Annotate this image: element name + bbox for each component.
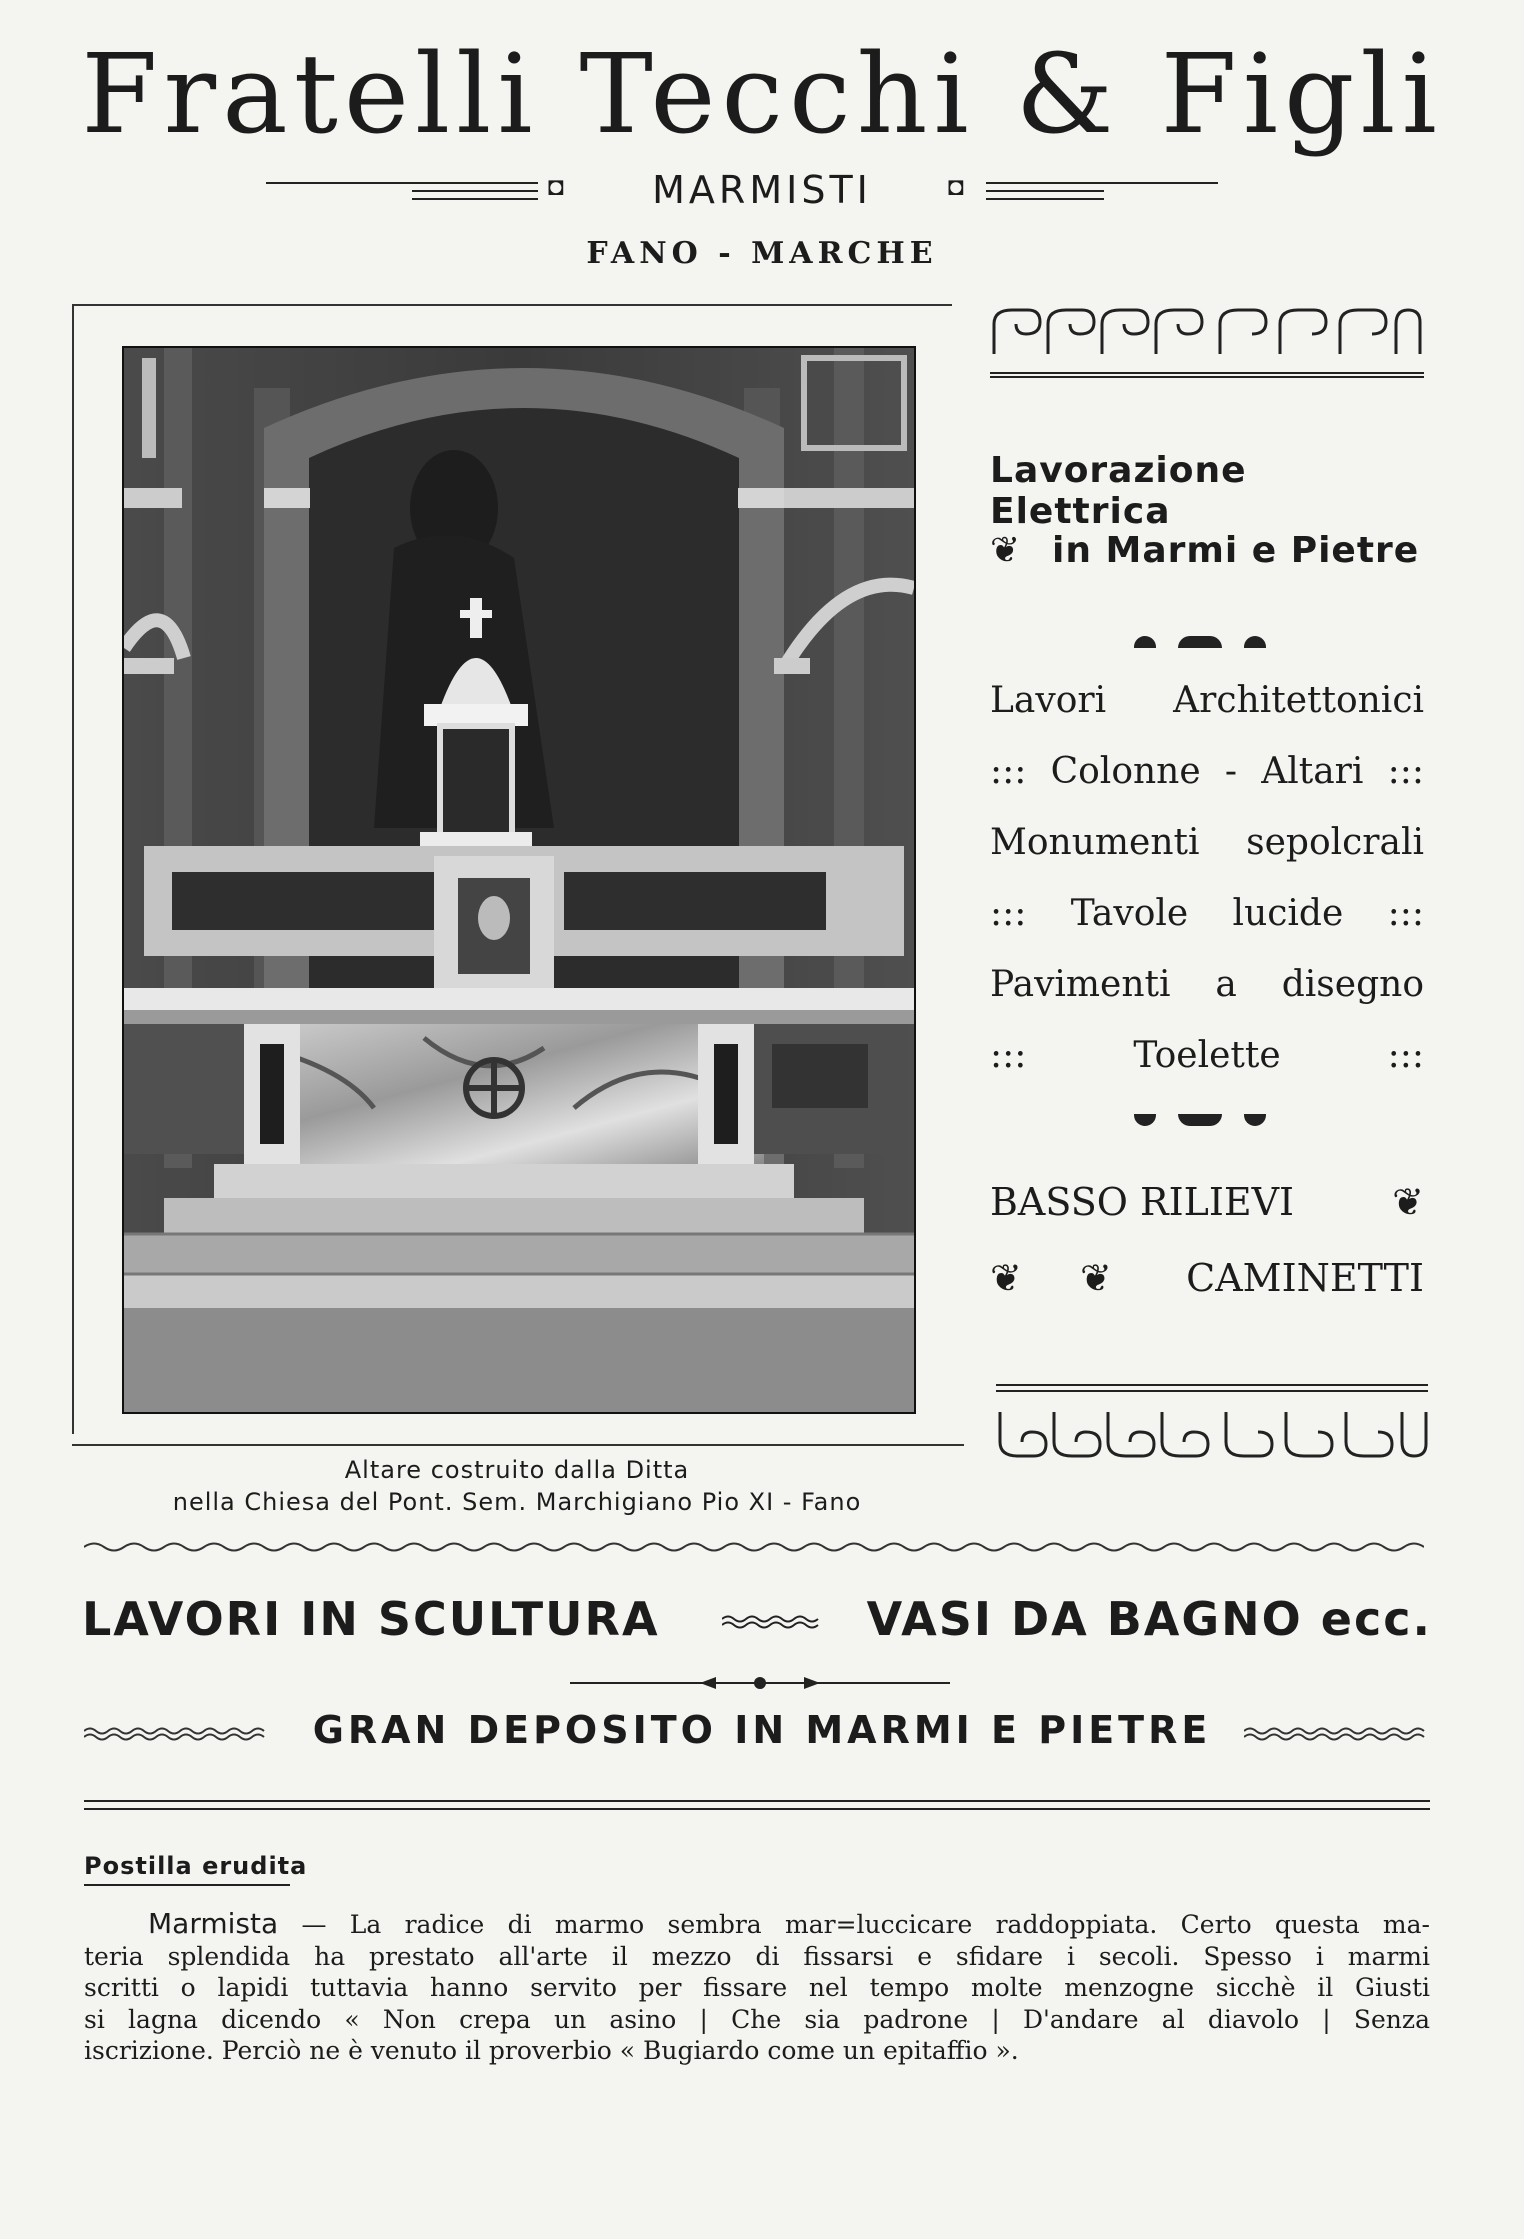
altar-illustration — [124, 348, 914, 1412]
divider-dots-bottom — [1134, 1114, 1284, 1128]
service-heading-1: Lavorazione Elettrica — [990, 450, 1247, 532]
service-heading-2-row — [990, 530, 1424, 571]
scroll-ornament-top — [990, 306, 1424, 358]
divider-dots-top — [1134, 636, 1284, 650]
postilla-line-3: scritti o lapidi tuttavia hanno servito per fissare nel tempo molte menzogne sicchè il Giusti — [84, 1973, 1430, 2002]
service-item-4: ::: Tavole lucide ::: — [990, 893, 1424, 934]
service-item-2: ::: Colonne - Altari ::: — [990, 751, 1424, 792]
deposit-row — [0, 1708, 1524, 1752]
photo-caption-line-1: Altare costruito dalla Ditta — [344, 1456, 690, 1484]
postilla-paragraph — [84, 1908, 1430, 2067]
fireplaces-row — [990, 1256, 1424, 1300]
ornament-right-icon: ◘ — [948, 172, 964, 201]
photo-frame-bottom-rule — [72, 1444, 964, 1446]
service-item-1: Lavori Architettonici — [990, 680, 1424, 721]
postilla-line-1: — La radice di marmo sembra mar=luccicare raddoppiata. Certo questa ma- — [301, 1910, 1430, 1939]
leaf-icon: ❦ — [1392, 1180, 1424, 1224]
deposit-label: GRAN DEPOSITO IN MARMI E PIETRE — [312, 1708, 1212, 1752]
wavy-separator — [84, 1540, 1424, 1554]
postilla-line-2: teria splendida ha prestato all'arte il mezzo di fissarsi e sfidare i secoli. Spesso i marmi — [84, 1941, 1430, 1971]
postilla-line-5: iscrizione. Perciò ne è venuto il proverbio « Bugiardo come un epitaffio ». — [84, 2036, 1019, 2065]
relief-row — [990, 1180, 1424, 1224]
leaf-icon: ❦ — [1080, 1256, 1112, 1300]
banner-wave-icon — [722, 1614, 822, 1630]
banner-right: VASI DA BAGNO ecc. — [866, 1592, 1432, 1646]
service-item-6: ::: Toelette ::: — [990, 1035, 1424, 1076]
trade-label: MARMISTI — [652, 168, 872, 212]
ornament-left-icon: ◘ — [548, 172, 564, 201]
trade-row — [0, 168, 1524, 212]
service-item-5: Pavimenti a disegno — [990, 964, 1424, 1005]
service-item-3: Monumenti sepolcrali — [990, 822, 1424, 863]
leaf-icon: ❦ — [990, 1256, 1022, 1300]
service-heading-2: in Marmi e Pietre — [1052, 530, 1420, 571]
company-title: Fratelli Tecchi & Figli — [81, 30, 1443, 158]
deposit-wave-left-icon — [84, 1726, 274, 1742]
postilla-heading: Postilla erudita — [84, 1852, 308, 1880]
fireplaces-label: CAMINETTI — [1186, 1256, 1424, 1300]
photo-frame-top-rule — [72, 304, 950, 306]
relief-label: BASSO RILIEVI — [990, 1180, 1295, 1224]
postilla-line-4: si lagna dicendo « Non crepa un asino | Che sia padrone | D'andare al diavolo | Senza — [84, 2004, 1430, 2034]
leaf-icon: ❦ — [990, 530, 1022, 571]
banner-left: LAVORI IN SCULTURA — [82, 1592, 660, 1646]
postilla-line-1-row — [84, 1908, 1430, 1941]
altar-photo — [122, 346, 916, 1414]
postilla-term: Marmista — [148, 1907, 279, 1940]
deposit-ornament — [570, 1674, 950, 1692]
photo-caption-line-2: nella Chiesa del Pont. Sem. Marchigiano Pio XI - Fano — [172, 1488, 862, 1516]
banner-row — [82, 1592, 1432, 1652]
scroll-ornament-bottom — [996, 1408, 1430, 1460]
place-label: FANO - MARCHE — [586, 236, 938, 271]
deposit-wave-right-icon — [1244, 1726, 1434, 1742]
